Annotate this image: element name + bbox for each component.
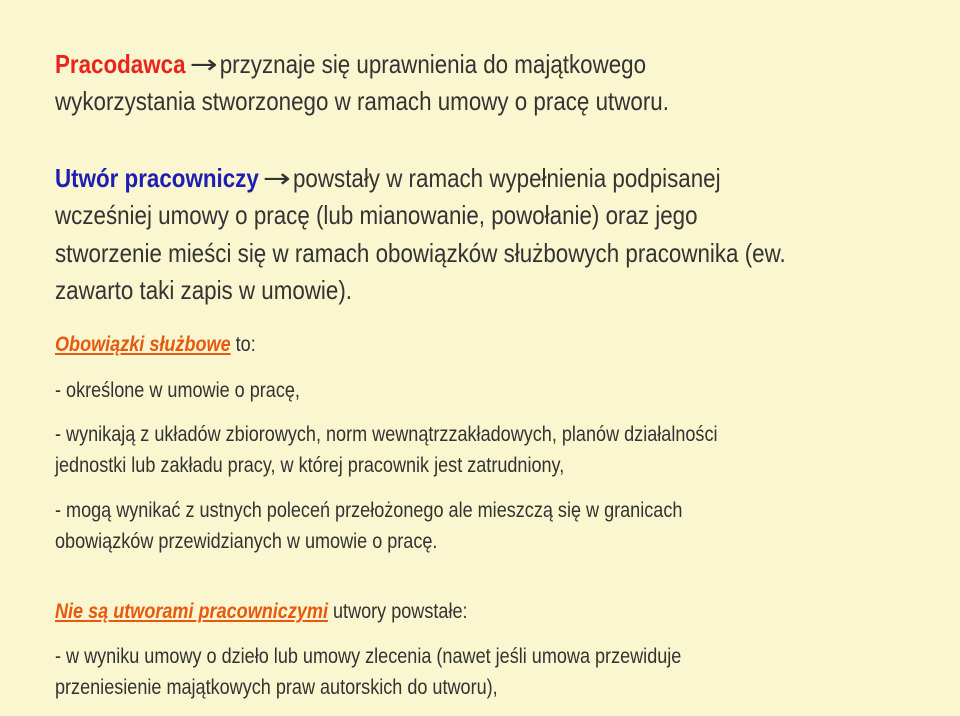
paragraph1-line1 (55, 49, 646, 80)
duties-item-2-line1: - wynikają z układów zbiorowych, norm wewnątrzzakładowych, planów działalności (55, 423, 718, 446)
not-works-item-1-line1: - w wyniku umowy o dzieło lub umowy zlecenia (nawet jeśli umowa przewiduje (55, 645, 682, 668)
duties-item-3-line1: - mogą wynikać z ustnych poleceń przełożonego ale mieszczą się w granicach (55, 499, 683, 522)
right-arrow-icon: → (262, 164, 291, 194)
duties-item-1: - określone w umowie o pracę, (55, 379, 300, 402)
duties-heading: Obowiązki służbowe (55, 333, 231, 356)
not-works-heading-suffix: utwory powstałe: (327, 600, 468, 623)
not-works-heading: Nie są utworami pracowniczymi (55, 600, 328, 623)
duties-heading-suffix: to: (230, 333, 256, 356)
paragraph1-line2: wykorzystania stworzonego w ramach umowy o pracę utworu. (55, 86, 669, 116)
paragraph1-text: przyznaje się uprawnienia do majątkowego (219, 49, 647, 79)
paragraph2-line1 (55, 163, 721, 194)
paragraph2-line3: stworzenie mieści się w ramach obowiązków służbowych pracownika (ew. (55, 238, 786, 268)
not-works-heading-line (55, 600, 468, 624)
term-pracodawca: Pracodawca (55, 49, 186, 79)
paragraph2-line4: zawarto taki zapis w umowie). (55, 275, 352, 305)
term-utwor-pracowniczy: Utwór pracowniczy (55, 163, 259, 193)
right-arrow-icon: → (189, 50, 218, 80)
paragraph2-line2: wcześniej umowy o pracę (lub mianowanie, powołanie) oraz jego (55, 200, 698, 230)
not-works-item-1-line2: przeniesienie majątkowych praw autorskich do utworu), (55, 676, 498, 699)
paragraph2-text: powstały w ramach wypełnienia podpisanej (292, 163, 721, 193)
duties-item-2-line2: jednostki lub zakładu pracy, w której pracownik jest zatrudniony, (55, 454, 565, 477)
duties-item-3-line2: obowiązków przewidzianych w umowie o pracę. (55, 530, 438, 553)
duties-heading-line (55, 333, 256, 357)
